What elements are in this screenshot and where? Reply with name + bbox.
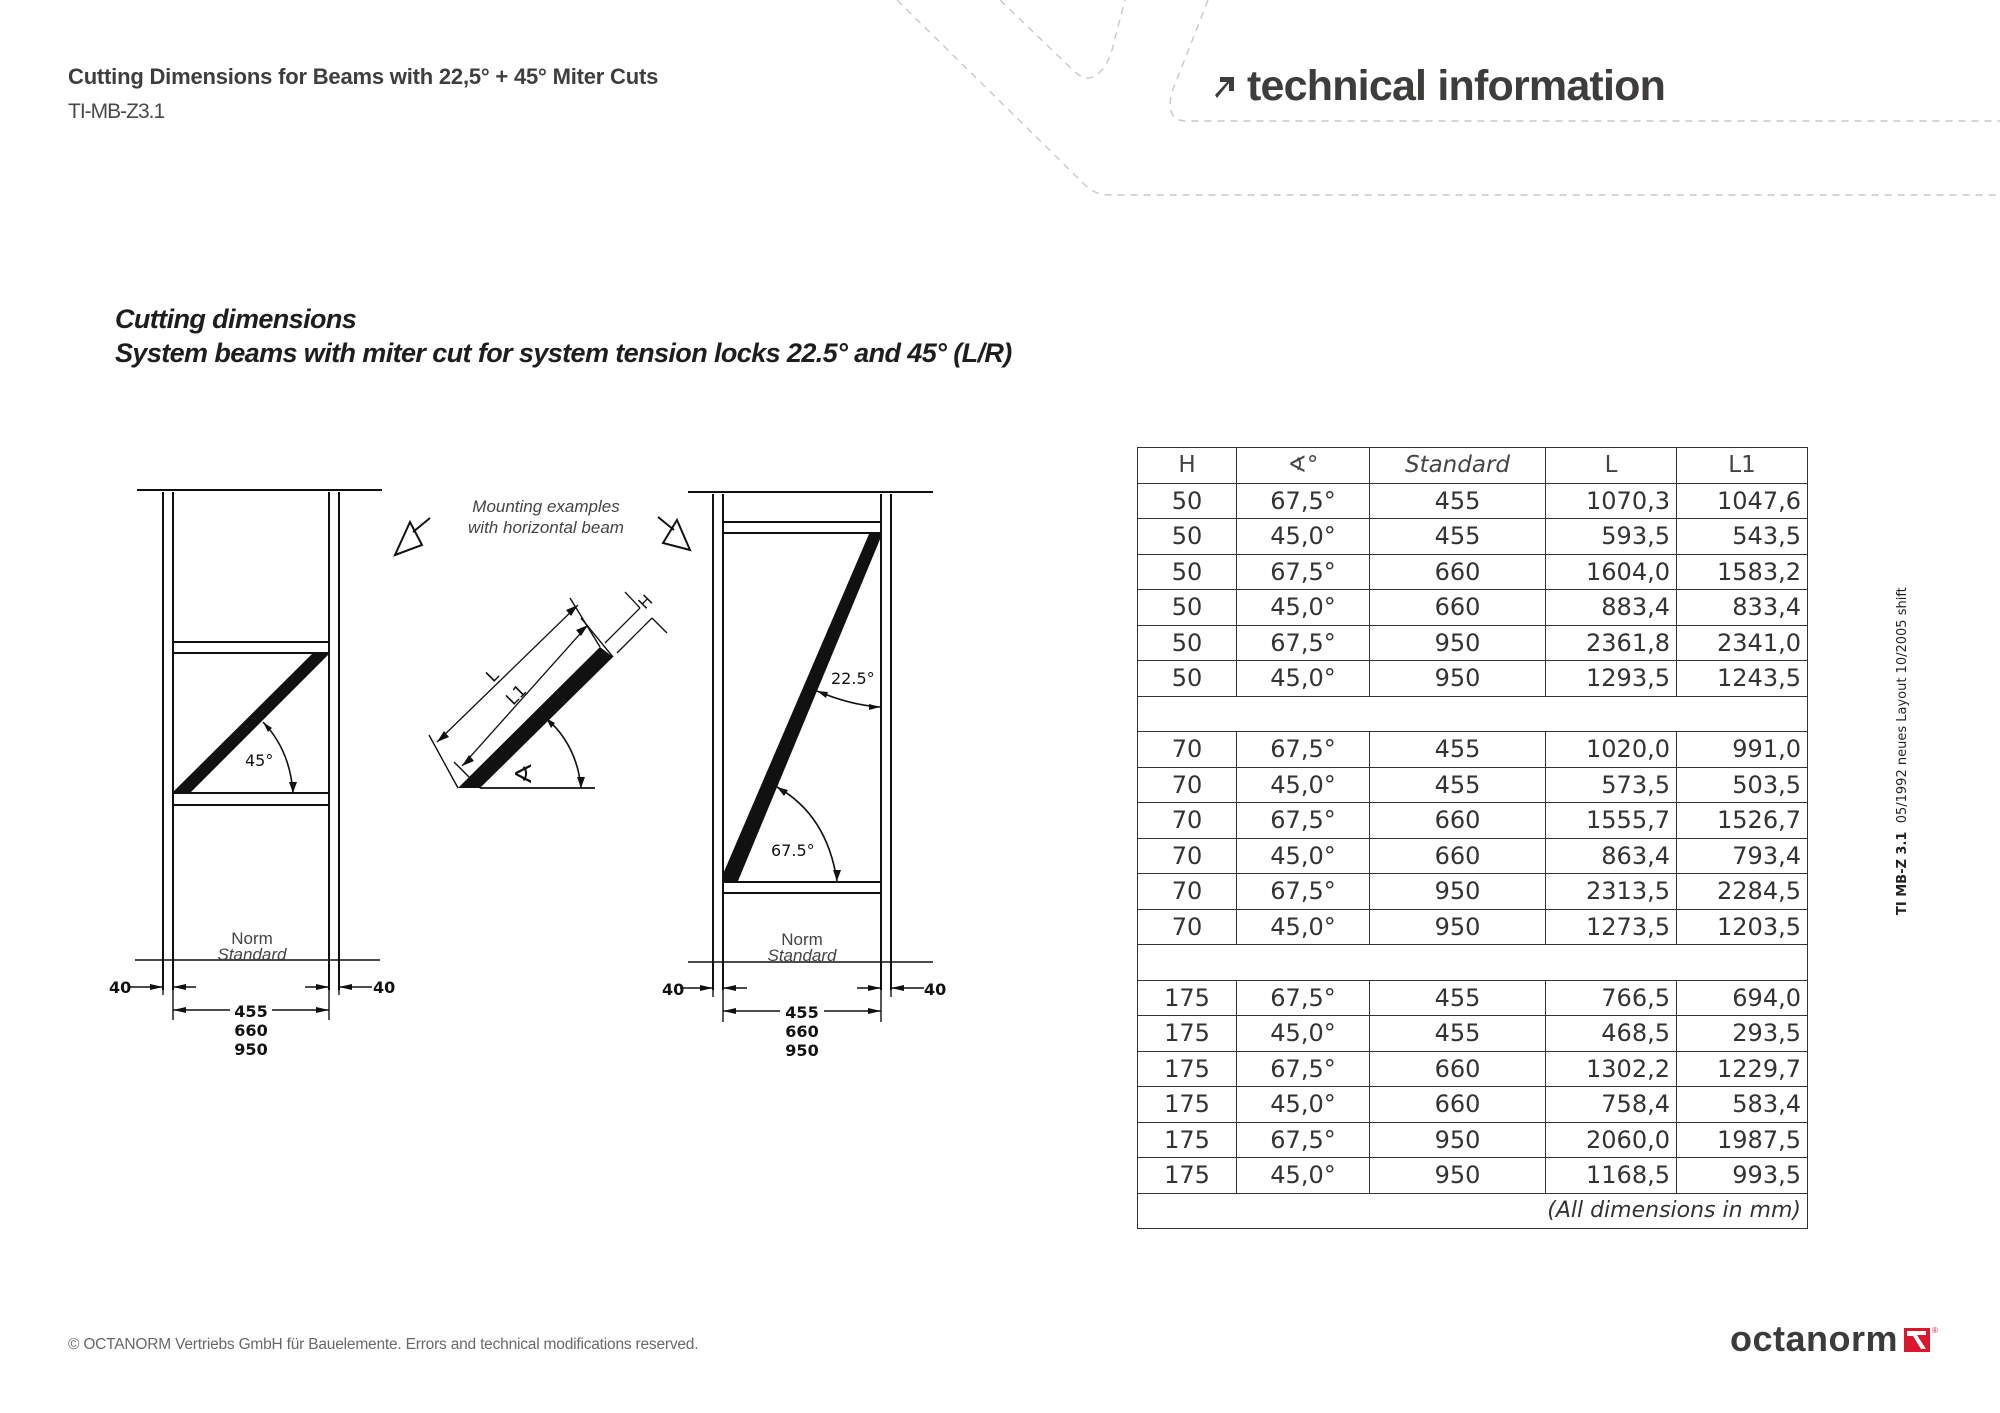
cell-l: 1020,0 — [1546, 732, 1677, 768]
cell-l1: 2284,5 — [1677, 874, 1808, 910]
col-header-l: L — [1546, 448, 1677, 484]
cell-standard: 950 — [1370, 625, 1546, 661]
cell-h: 175 — [1138, 1158, 1237, 1194]
col-header-l1: L1 — [1677, 448, 1808, 484]
cell-h: 50 — [1138, 590, 1237, 626]
cell-h: 50 — [1138, 483, 1237, 519]
cell-h: 175 — [1138, 1051, 1237, 1087]
cell-l: 2060,0 — [1546, 1122, 1677, 1158]
cutting-dimensions-table — [1137, 447, 1808, 1229]
cell-angle: 67,5° — [1237, 554, 1370, 590]
section-badge-label: technical information — [1247, 62, 1666, 110]
diagonal-beam-67 — [723, 534, 881, 881]
cell-standard: 455 — [1370, 732, 1546, 768]
cell-l1: 991,0 — [1677, 732, 1808, 768]
cell-angle: 67,5° — [1237, 1122, 1370, 1158]
left-angle-label: 45° — [245, 751, 274, 770]
cell-angle: 67,5° — [1237, 1051, 1370, 1087]
right-angle-bottom-label: 67.5° — [771, 841, 815, 860]
cell-standard: 455 — [1370, 767, 1546, 803]
svg-text:®: ® — [1932, 1326, 1938, 1335]
deco-chevron — [1000, 0, 1125, 78]
cell-h: 50 — [1138, 661, 1237, 697]
col-header-standard: Standard — [1370, 448, 1546, 484]
cell-l: 2313,5 — [1546, 874, 1677, 910]
left-offset-left: 40 — [109, 978, 132, 997]
table-row — [1138, 661, 1808, 697]
cell-l1: 543,5 — [1677, 519, 1808, 555]
table-row — [1138, 767, 1808, 803]
group-separator-cell — [1138, 696, 1808, 732]
table-row — [1138, 554, 1808, 590]
cell-standard: 660 — [1370, 803, 1546, 839]
revision-note — [1895, 587, 1910, 915]
cell-h: 175 — [1138, 1122, 1237, 1158]
left-width-455: 455 — [234, 1002, 268, 1021]
cell-standard: 950 — [1370, 909, 1546, 945]
table-body — [1138, 483, 1808, 1229]
cell-l: 468,5 — [1546, 1016, 1677, 1052]
table-row — [1138, 732, 1808, 768]
cell-angle: 67,5° — [1237, 980, 1370, 1016]
table-row — [1138, 980, 1808, 1016]
table-note-row — [1138, 1193, 1808, 1229]
cell-l1: 503,5 — [1677, 767, 1808, 803]
cell-l: 883,4 — [1546, 590, 1677, 626]
section-badge — [1213, 62, 1665, 111]
cell-l: 1604,0 — [1546, 554, 1677, 590]
technical-drawing — [100, 470, 1000, 1060]
cell-l: 593,5 — [1546, 519, 1677, 555]
cell-l1: 993,5 — [1677, 1158, 1808, 1194]
angle-arc-67 — [777, 787, 837, 881]
cell-standard: 950 — [1370, 1158, 1546, 1194]
cell-angle: 45,0° — [1237, 909, 1370, 945]
cell-standard: 455 — [1370, 1016, 1546, 1052]
table-row — [1138, 909, 1808, 945]
footer-copyright: © OCTANORM Vertriebs GmbH für Bauelemente. Errors and technical modifications reserved. — [68, 1336, 699, 1353]
cell-h: 70 — [1138, 874, 1237, 910]
header-decoration — [0, 0, 2000, 220]
cell-l: 758,4 — [1546, 1087, 1677, 1123]
angle-symbol: ∢ — [512, 760, 534, 790]
cell-l1: 583,4 — [1677, 1087, 1808, 1123]
left-standard-label: Standard — [217, 945, 287, 964]
cell-angle: 67,5° — [1237, 625, 1370, 661]
cell-l1: 1583,2 — [1677, 554, 1808, 590]
cell-angle: 67,5° — [1237, 732, 1370, 768]
left-width-660: 660 — [234, 1021, 268, 1040]
section-title-line2: System beams with miter cut for system tension locks 22.5° and 45° (L/R) — [115, 338, 1012, 368]
cell-angle: 67,5° — [1237, 483, 1370, 519]
cell-l1: 1987,5 — [1677, 1122, 1808, 1158]
cell-standard: 455 — [1370, 519, 1546, 555]
octanorm-logo — [1730, 1318, 1940, 1360]
right-angle-top-label: 22.5° — [831, 669, 875, 688]
cell-standard: 950 — [1370, 1122, 1546, 1158]
table-row — [1138, 838, 1808, 874]
cell-h: 175 — [1138, 1016, 1237, 1052]
arrow-up-right-icon — [1213, 74, 1237, 100]
right-width-660: 660 — [785, 1022, 819, 1041]
cell-l: 1273,5 — [1546, 909, 1677, 945]
table-row — [1138, 590, 1808, 626]
cell-l: 766,5 — [1546, 980, 1677, 1016]
table-row — [1138, 1158, 1808, 1194]
right-offset-right: 40 — [924, 980, 947, 999]
cell-standard: 950 — [1370, 874, 1546, 910]
cell-l1: 694,0 — [1677, 980, 1808, 1016]
middle-detail — [395, 517, 690, 788]
cell-l: 1070,3 — [1546, 483, 1677, 519]
table-header-row — [1138, 448, 1808, 484]
cell-l1: 1243,5 — [1677, 661, 1808, 697]
cell-standard: 455 — [1370, 980, 1546, 1016]
cell-h: 50 — [1138, 554, 1237, 590]
cell-l: 1168,5 — [1546, 1158, 1677, 1194]
cell-h: 70 — [1138, 732, 1237, 768]
cell-angle: 45,0° — [1237, 661, 1370, 697]
dim-label-L1: L1 — [502, 681, 531, 710]
cell-standard: 455 — [1370, 483, 1546, 519]
cell-h: 70 — [1138, 838, 1237, 874]
revision-text: 05/1992 neues Layout 10/2005 shift — [1895, 587, 1910, 824]
right-offset-left: 40 — [662, 980, 685, 999]
group-separator-cell — [1138, 945, 1808, 981]
cell-h: 50 — [1138, 625, 1237, 661]
cell-h: 70 — [1138, 767, 1237, 803]
cell-h: 175 — [1138, 980, 1237, 1016]
group-separator-row — [1138, 945, 1808, 981]
cell-l: 1293,5 — [1546, 661, 1677, 697]
section-title — [115, 302, 1012, 370]
cell-angle: 45,0° — [1237, 838, 1370, 874]
right-width-950: 950 — [785, 1041, 819, 1060]
table-row — [1138, 519, 1808, 555]
right-standard-label: Standard — [767, 946, 837, 965]
group-separator-row — [1138, 696, 1808, 732]
table-row — [1138, 1122, 1808, 1158]
cell-h: 70 — [1138, 803, 1237, 839]
cell-l1: 293,5 — [1677, 1016, 1808, 1052]
dim-label-L: L — [482, 665, 504, 687]
table-row — [1138, 803, 1808, 839]
cell-l: 2361,8 — [1546, 625, 1677, 661]
cell-angle: 45,0° — [1237, 519, 1370, 555]
cell-h: 175 — [1138, 1087, 1237, 1123]
table-row — [1138, 483, 1808, 519]
col-header-angle: ∢° — [1237, 448, 1370, 484]
cell-angle: 45,0° — [1237, 767, 1370, 803]
table-row — [1138, 625, 1808, 661]
cell-l1: 1047,6 — [1677, 483, 1808, 519]
left-norm-label: Norm — [231, 929, 273, 948]
cell-l1: 2341,0 — [1677, 625, 1808, 661]
cell-standard: 660 — [1370, 838, 1546, 874]
logo-text: octanorm — [1730, 1318, 1899, 1359]
table-row — [1138, 1051, 1808, 1087]
cell-angle: 67,5° — [1237, 803, 1370, 839]
document-title: Cutting Dimensions for Beams with 22,5° + 45° Miter Cuts — [68, 64, 659, 89]
diagonal-beam-45 — [173, 653, 329, 793]
angle-arc — [546, 718, 581, 788]
table-row — [1138, 1016, 1808, 1052]
section-title-line1: Cutting dimensions — [115, 304, 357, 334]
mounting-caption-line1: Mounting examples — [472, 497, 620, 516]
cell-angle: 45,0° — [1237, 590, 1370, 626]
document-code: TI-MB-Z3.1 — [68, 100, 165, 123]
dim-label-H: H — [634, 590, 657, 613]
cell-standard: 660 — [1370, 554, 1546, 590]
cell-l1: 1526,7 — [1677, 803, 1808, 839]
cell-angle: 45,0° — [1237, 1016, 1370, 1052]
cell-l: 863,4 — [1546, 838, 1677, 874]
cell-l: 1555,7 — [1546, 803, 1677, 839]
cell-l1: 833,4 — [1677, 590, 1808, 626]
cell-l: 573,5 — [1546, 767, 1677, 803]
cell-standard: 660 — [1370, 1051, 1546, 1087]
cell-h: 70 — [1138, 909, 1237, 945]
mounting-caption-line2: with horizontal beam — [468, 518, 624, 537]
cell-angle: 45,0° — [1237, 1087, 1370, 1123]
right-width-455: 455 — [785, 1003, 819, 1022]
cell-standard: 950 — [1370, 661, 1546, 697]
left-width-950: 950 — [234, 1040, 268, 1059]
cell-l: 1302,2 — [1546, 1051, 1677, 1087]
cell-angle: 67,5° — [1237, 874, 1370, 910]
cell-h: 50 — [1138, 519, 1237, 555]
table-row — [1138, 874, 1808, 910]
col-header-h: H — [1138, 448, 1237, 484]
logo-mark-icon — [1904, 1324, 1940, 1354]
revision-code: TI MB-Z 3.1 — [1895, 831, 1910, 915]
cell-angle: 45,0° — [1237, 1158, 1370, 1194]
cell-l1: 1203,5 — [1677, 909, 1808, 945]
table-row — [1138, 1087, 1808, 1123]
left-offset-right: 40 — [373, 978, 396, 997]
beam-section — [458, 647, 613, 788]
right-norm-label: Norm — [781, 930, 823, 949]
cell-standard: 660 — [1370, 590, 1546, 626]
cell-l1: 793,4 — [1677, 838, 1808, 874]
cell-standard: 660 — [1370, 1087, 1546, 1123]
cell-l1: 1229,7 — [1677, 1051, 1808, 1087]
table-note: (All dimensions in mm) — [1138, 1193, 1808, 1229]
